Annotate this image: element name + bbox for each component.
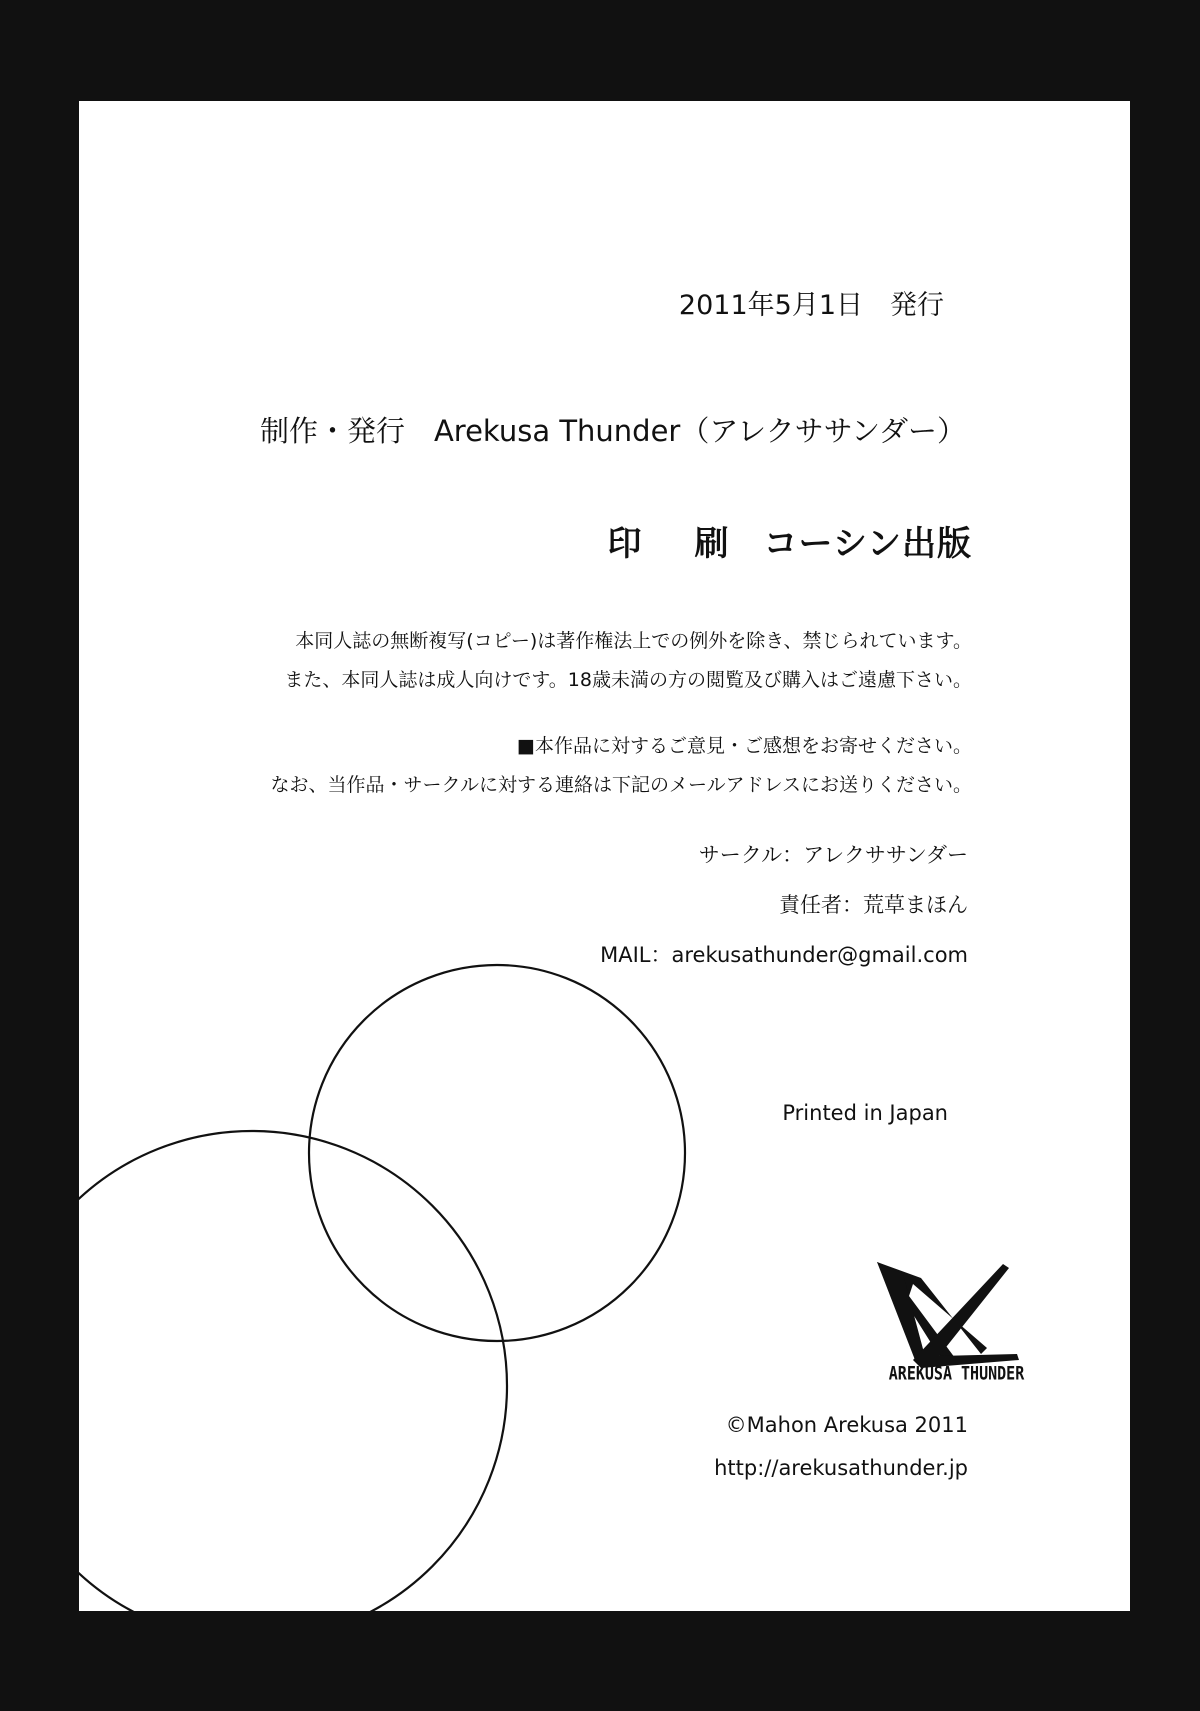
producer-line: 制作・発行 Arekusa Thunder（アレクササンダー） <box>259 414 966 448</box>
copy-notice: 本同人誌の無断複写(コピー)は著作権法上での例外を除き、禁じられています。 <box>295 630 972 652</box>
copyright-line: ©Mahon Arekusa 2011 <box>725 1413 968 1437</box>
printer-name: コーシン出版 <box>763 524 972 564</box>
printer-label-1: 印 <box>607 524 643 564</box>
adult-notice: また、本同人誌は成人向けです。18歳未満の方の閲覧及び購入はご遠慮下さい。 <box>284 669 972 691</box>
website-link[interactable]: http://arekusathunder.jp <box>714 1456 968 1480</box>
colophon-page <box>79 101 1130 1611</box>
circle-name: サークル：アレクササンダー <box>698 843 968 867</box>
contact-note: なお、当作品・サークルに対する連絡は下記のメールアドレスにお送りください。 <box>270 774 972 796</box>
logo-wordmark: AREKUSA THUNDER <box>888 1361 1025 1385</box>
arekusa-thunder-logo-icon <box>869 1256 1029 1416</box>
issue-date: 2011年5月1日 発行 <box>678 290 944 321</box>
responsible-person: 責任者：荒草まほん <box>779 893 968 917</box>
printer-label-2: 刷 <box>694 524 730 564</box>
circle-large <box>79 1131 507 1611</box>
printed-in-japan: Printed in Japan <box>782 1101 948 1125</box>
mail-address: MAIL：arekusathunder@gmail.com <box>600 943 968 967</box>
opinion-request: ■本作品に対するご意見・ご感想をお寄せください。 <box>517 735 972 757</box>
circle-small <box>309 965 685 1341</box>
printer-line <box>608 516 972 565</box>
